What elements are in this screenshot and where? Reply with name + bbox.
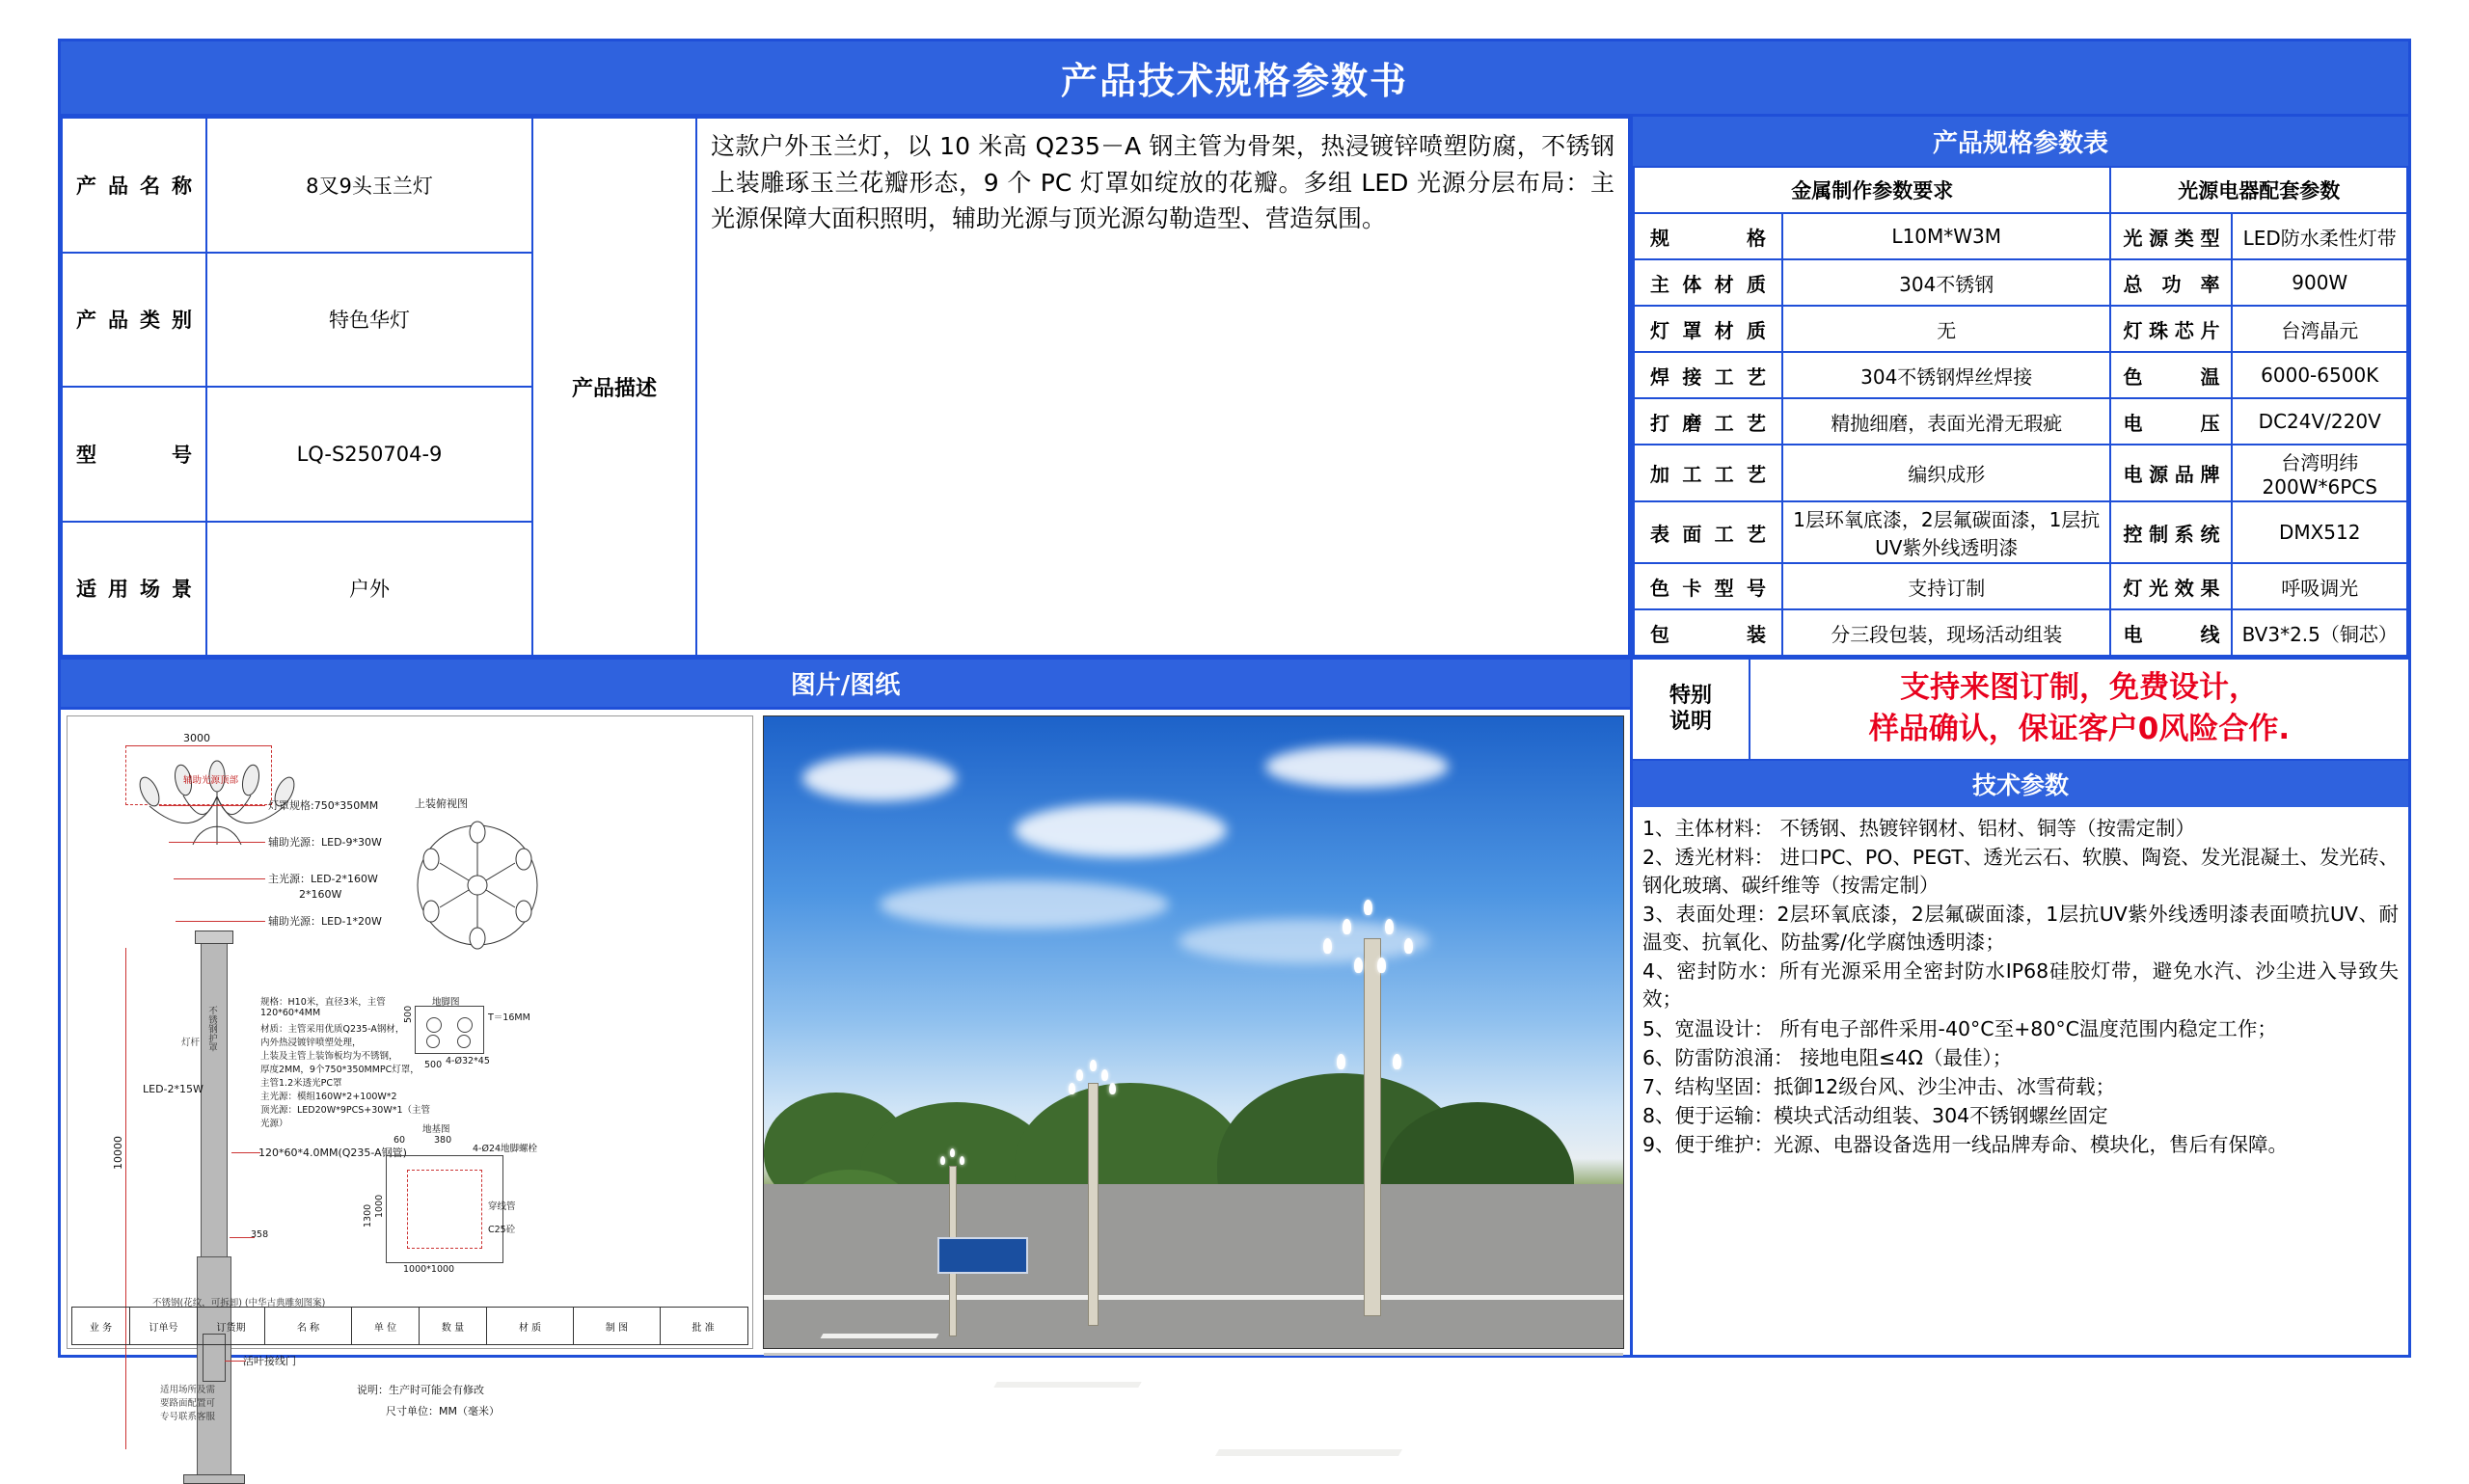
- table-row: [62, 253, 532, 388]
- product-basic-table: [61, 117, 533, 657]
- note-pipe: 120*60*4.0MM(Q235-A钢管): [258, 1147, 407, 1159]
- note-aux2: 辅助光源：LED-1*20W: [268, 915, 382, 928]
- param-key: 打磨工艺: [1634, 398, 1782, 445]
- param-value: 台湾晶元: [2232, 306, 2407, 352]
- product-name-label: 产品名称: [62, 118, 206, 253]
- param-key: 包 装: [1634, 609, 1782, 656]
- list-item: 6、防雷防浪涌： 接地电阻≤4Ω（最佳）；: [1642, 1045, 2013, 1069]
- spec-line: 厚度2MM，9个750*350MMPC灯罩，: [260, 1065, 420, 1075]
- footer-cell: 业 务: [72, 1308, 130, 1344]
- footer-cell: 订货期: [198, 1308, 265, 1344]
- param-value: 900W: [2232, 259, 2407, 306]
- top-section: [61, 117, 2408, 660]
- param-value: 呼吸调光: [2232, 563, 2407, 609]
- base-dim: 1300: [363, 1203, 373, 1228]
- param-value: LED防水柔性灯带: [2232, 213, 2407, 259]
- tech-params-list: [1633, 807, 2408, 1355]
- param-value: 精抛细磨，表面光滑无瑕疵: [1782, 398, 2110, 445]
- product-model-label: 型 号: [62, 387, 206, 522]
- param-value: 编织成形: [1782, 445, 2110, 501]
- table-row: [1634, 259, 2407, 306]
- list-item: 2、透光材料： 进口PC、PO、PEGT、透光云石、软膜、陶瓷、发光混凝土、发光砖、钢化玻璃、碳纤维等（按需定制）: [1642, 845, 2399, 897]
- product-category-label: 产品类别: [62, 253, 206, 388]
- dim-height-label: 10000: [112, 1136, 124, 1170]
- note-base-view: 地基图: [422, 1124, 450, 1135]
- param-value: 台湾明纬200W*6PCS: [2232, 445, 2407, 501]
- param-value: BV3*2.5（铜芯）: [2232, 609, 2407, 656]
- param-value: 1层环氧底漆，2层氟碳面漆，1层抗UV紫外线透明漆: [1782, 501, 2110, 563]
- list-item: 9、便于维护：光源、电器设备选用一线品牌寿命、模块化，售后有保障。: [1642, 1132, 2289, 1156]
- product-description-text: 这款户外玉兰灯，以 10 米高 Q235－A 钢主管为骨架，热浸镀锌喷塑防腐，不锈钢上装雕琢玉兰花瓣形态，9 个 PC 灯罩如绽放的花瓣。多组 LED 光源分层布局：主光源保障大面积照明，辅助光源与顶光源勾勒造型、营造氛围。: [697, 117, 1630, 657]
- footer-cell: 订单号: [130, 1308, 198, 1344]
- secondary-lamp-post: [1053, 1035, 1130, 1324]
- param-key: 色 温: [2110, 352, 2232, 398]
- param-value: 支持订制: [1782, 563, 2110, 609]
- note-base-plate: 地脚图: [432, 997, 460, 1008]
- base-dim: 500: [403, 1005, 414, 1023]
- param-value: 分三段包装，现场活动组装: [1782, 609, 2110, 656]
- spec-line: 光源）: [260, 1119, 288, 1129]
- tech-panel: [1633, 660, 2408, 1355]
- param-value: 6000-6500K: [2232, 352, 2407, 398]
- metal-params-header: 金属制作参数要求: [1634, 167, 2110, 213]
- base-thickness: T＝16MM: [488, 1012, 530, 1023]
- table-row: [1634, 501, 2407, 563]
- list-item: 7、结构坚固：抵御12级台风、沙尘冲击、冰雪荷载；: [1642, 1074, 2116, 1098]
- base-dim: 500: [424, 1060, 443, 1070]
- footer-cell: 数 量: [420, 1308, 487, 1344]
- param-key: 焊接工艺: [1634, 352, 1782, 398]
- list-item: 8、便于运输：模块式活动组装、304不锈钢螺丝固定: [1642, 1103, 2108, 1127]
- note-change: 说明：生产时可能会有修改: [357, 1384, 484, 1396]
- spec-panel-title: 产品规格参数表: [1633, 117, 2408, 166]
- footer-cell: 批 准: [692, 1322, 715, 1334]
- dim-top-label: 3000: [183, 732, 210, 744]
- footer-cell: 名 称: [265, 1308, 352, 1344]
- note-shade: 灯罩规格:750*350MM: [268, 799, 379, 812]
- base-dim: 380: [434, 1135, 452, 1146]
- param-key: 电 压: [2110, 398, 2232, 445]
- param-value: DC24V/220V: [2232, 398, 2407, 445]
- product-scene-value: 户外: [206, 522, 532, 657]
- list-item: 3、表面处理：2层环氧底漆，2层氟碳面漆，1层抗UV紫外线透明漆表面喷抗UV、耐温变、抗氧化、防盐雾/化学腐蚀透明漆；: [1642, 903, 2399, 955]
- param-key: 电源品牌: [2110, 445, 2232, 501]
- param-key: 灯光效果: [2110, 563, 2232, 609]
- spec-panel: [1633, 117, 2408, 657]
- param-key: 加工工艺: [1634, 445, 1782, 501]
- special-note: [1633, 660, 2408, 761]
- base-dim: 60: [393, 1135, 406, 1146]
- dim-358: 358: [251, 1229, 269, 1240]
- param-key: 表面工艺: [1634, 501, 1782, 563]
- tech-params-title: 技术参数: [1633, 761, 2408, 807]
- technical-drawing: 3000 辅助光源顶部 灯罩规格:750*350MM 上装俯视图 辅助光源：LED-9*30W 主光源：LED-2*160W 2*160W 辅助光源：LED-1*20W 10000 不锈钢护罩 灯杆 LED-2*15W 规格：H10米，直径3米，主管 120*60*4MM 材质：主管采用优质Q235-A钢材， 内外热浸镀锌喷塑处理， 上装及主管上装饰板均为不锈钢， 厚度2MM，9个750*350MMPC灯罩， 主管1.2米透光PC罩 主光源：模组160W*2+100W*2 顶光源：LED20W*9PCS+30W*1（主管 光源） 地脚图 T＝16MM 4-Ø32*45 500 500 120*60*4.0MM(Q235-A钢管) 地基图 380 60 4-Ø24地脚螺栓 1000 1300 穿线管 C25砼 1000*1000 358 不锈钢(花纹，可拆卸) (中华古典雕刻图案) 活叶接线门 适用场所及需 要路面配置可 专号联系客服 说明：生产时可能会有修改 尺寸单位：MM（毫米） 业 务 订单号 订货期 名 称 单 位 数 量 材 质 制 图 批 准: [67, 715, 753, 1349]
- special-text-line2: 样品确认，保证客户0风险合作.: [1868, 712, 2291, 747]
- param-key: 色卡型号: [1634, 563, 1782, 609]
- note-main2: 2*160W: [299, 888, 342, 901]
- note-unit: 尺寸单位：MM（毫米）: [386, 1405, 500, 1417]
- product-photo: [763, 715, 1624, 1349]
- spec-line: 120*60*4MM: [260, 1008, 321, 1018]
- param-value: 304不锈钢: [1782, 259, 2110, 306]
- distant-lamp-post: [923, 1131, 981, 1334]
- product-info-block: [61, 117, 1633, 657]
- product-description-label: 产品描述: [533, 117, 697, 657]
- param-key: 规 格: [1634, 213, 1782, 259]
- product-category-value: 特色华灯: [206, 253, 532, 388]
- road-sign: [937, 1237, 1028, 1274]
- table-row: [1634, 609, 2407, 656]
- table-row: [62, 118, 532, 253]
- base-bolt2: 4-Ø24地脚螺栓: [473, 1144, 538, 1154]
- product-model-value: LQ-S250704-9: [206, 387, 532, 522]
- base-pipe: 穿线管: [488, 1201, 516, 1212]
- param-key: 总 功 率: [2110, 259, 2232, 306]
- table-row: [62, 522, 532, 657]
- base-c25: C25砼: [488, 1225, 516, 1235]
- main-lamp-post: [1304, 861, 1439, 1314]
- param-key: 灯罩材质: [1634, 306, 1782, 352]
- param-key: 主体材质: [1634, 259, 1782, 306]
- table-row: [1634, 398, 2407, 445]
- table-row: [1634, 213, 2407, 259]
- page-title: 产品技术规格参数书: [61, 41, 2408, 117]
- base-bolt: 4-Ø32*45: [446, 1056, 490, 1066]
- spec-param-table: [1633, 166, 2408, 657]
- footer-cell: 制 图: [574, 1308, 661, 1344]
- special-note-text: [1750, 660, 2408, 759]
- param-value: DMX512: [2232, 501, 2407, 563]
- param-key: 光源类型: [2110, 213, 2232, 259]
- footer-cell: 材 质: [487, 1308, 574, 1344]
- product-name-value: 8叉9头玉兰灯: [206, 118, 532, 253]
- table-row: [1634, 445, 2407, 501]
- note-top-view: 上装俯视图: [415, 797, 468, 810]
- list-item: 1、主体材料： 不锈钢、热镀锌钢材、铝材、铜等（按需定制）: [1642, 816, 2196, 840]
- special-label-line2: 说明: [1669, 710, 1712, 735]
- drawing-footer-table: [71, 1307, 748, 1345]
- footer-cell: 单 位: [352, 1308, 420, 1344]
- spec-sheet: [58, 39, 2411, 1422]
- note-aux1: 辅助光源：LED-9*30W: [268, 836, 382, 849]
- note-door-extra: 不锈钢(花纹，可拆卸) (中华古典雕刻图案): [152, 1298, 326, 1309]
- param-key: 灯珠芯片: [2110, 306, 2232, 352]
- table-row: [1634, 352, 2407, 398]
- param-value: 304不锈钢焊丝焊接: [1782, 352, 2110, 398]
- base-dim: 1000: [374, 1194, 385, 1218]
- image-row: [61, 710, 1630, 1422]
- table-row: [1634, 306, 2407, 352]
- spec-line: 上装及主管上装饰板均为不锈钢，: [260, 1051, 398, 1062]
- param-key: 电 线: [2110, 609, 2232, 656]
- spec-line: 内外热浸镀锌喷塑处理，: [260, 1038, 362, 1048]
- special-text-line1: 支持来图订制，免费设计，: [1900, 670, 2259, 705]
- table-row: [1634, 167, 2407, 213]
- spec-line: 主光源：模组160W*2+100W*2: [260, 1092, 397, 1102]
- light-params-header: 光源电器配套参数: [2110, 167, 2407, 213]
- image-section-title: 图片/图纸: [61, 660, 1630, 710]
- note-main: 主光源：LED-2*160W: [268, 873, 378, 885]
- special-note-label: [1633, 660, 1750, 759]
- spec-line: 顶光源：LED20W*9PCS+30W*1（主管: [260, 1105, 431, 1116]
- spec-line: 材质：主管采用优质Q235-A钢材，: [260, 1024, 405, 1035]
- image-section: [61, 660, 1633, 1422]
- list-item: 5、宽温设计： 所有电子部件采用-40°C至+80°C温度范围内稳定工作；: [1642, 1016, 2277, 1040]
- table-row: [62, 387, 532, 522]
- param-value: L10M*W3M: [1782, 213, 2110, 259]
- param-value: 无: [1782, 306, 2110, 352]
- param-key: 控制系统: [2110, 501, 2232, 563]
- spec-line: 规格：H10米，直径3米，主管: [260, 997, 386, 1008]
- special-label-line1: 特别: [1669, 683, 1712, 708]
- base-dim: 1000*1000: [403, 1264, 455, 1275]
- spec-line: 主管1.2米透光PC罩: [260, 1078, 342, 1089]
- note-door: 活叶接线门: [243, 1355, 296, 1367]
- list-item: 4、密封防水：所有光源采用全密封防水IP68硅胶灯带，避免水汽、沙尘进入导致失效；: [1642, 959, 2399, 1012]
- body-section: [61, 660, 2408, 1422]
- table-row: [1634, 563, 2407, 609]
- product-scene-label: 适用场景: [62, 522, 206, 657]
- note-led15: LED-2*15W: [143, 1083, 203, 1095]
